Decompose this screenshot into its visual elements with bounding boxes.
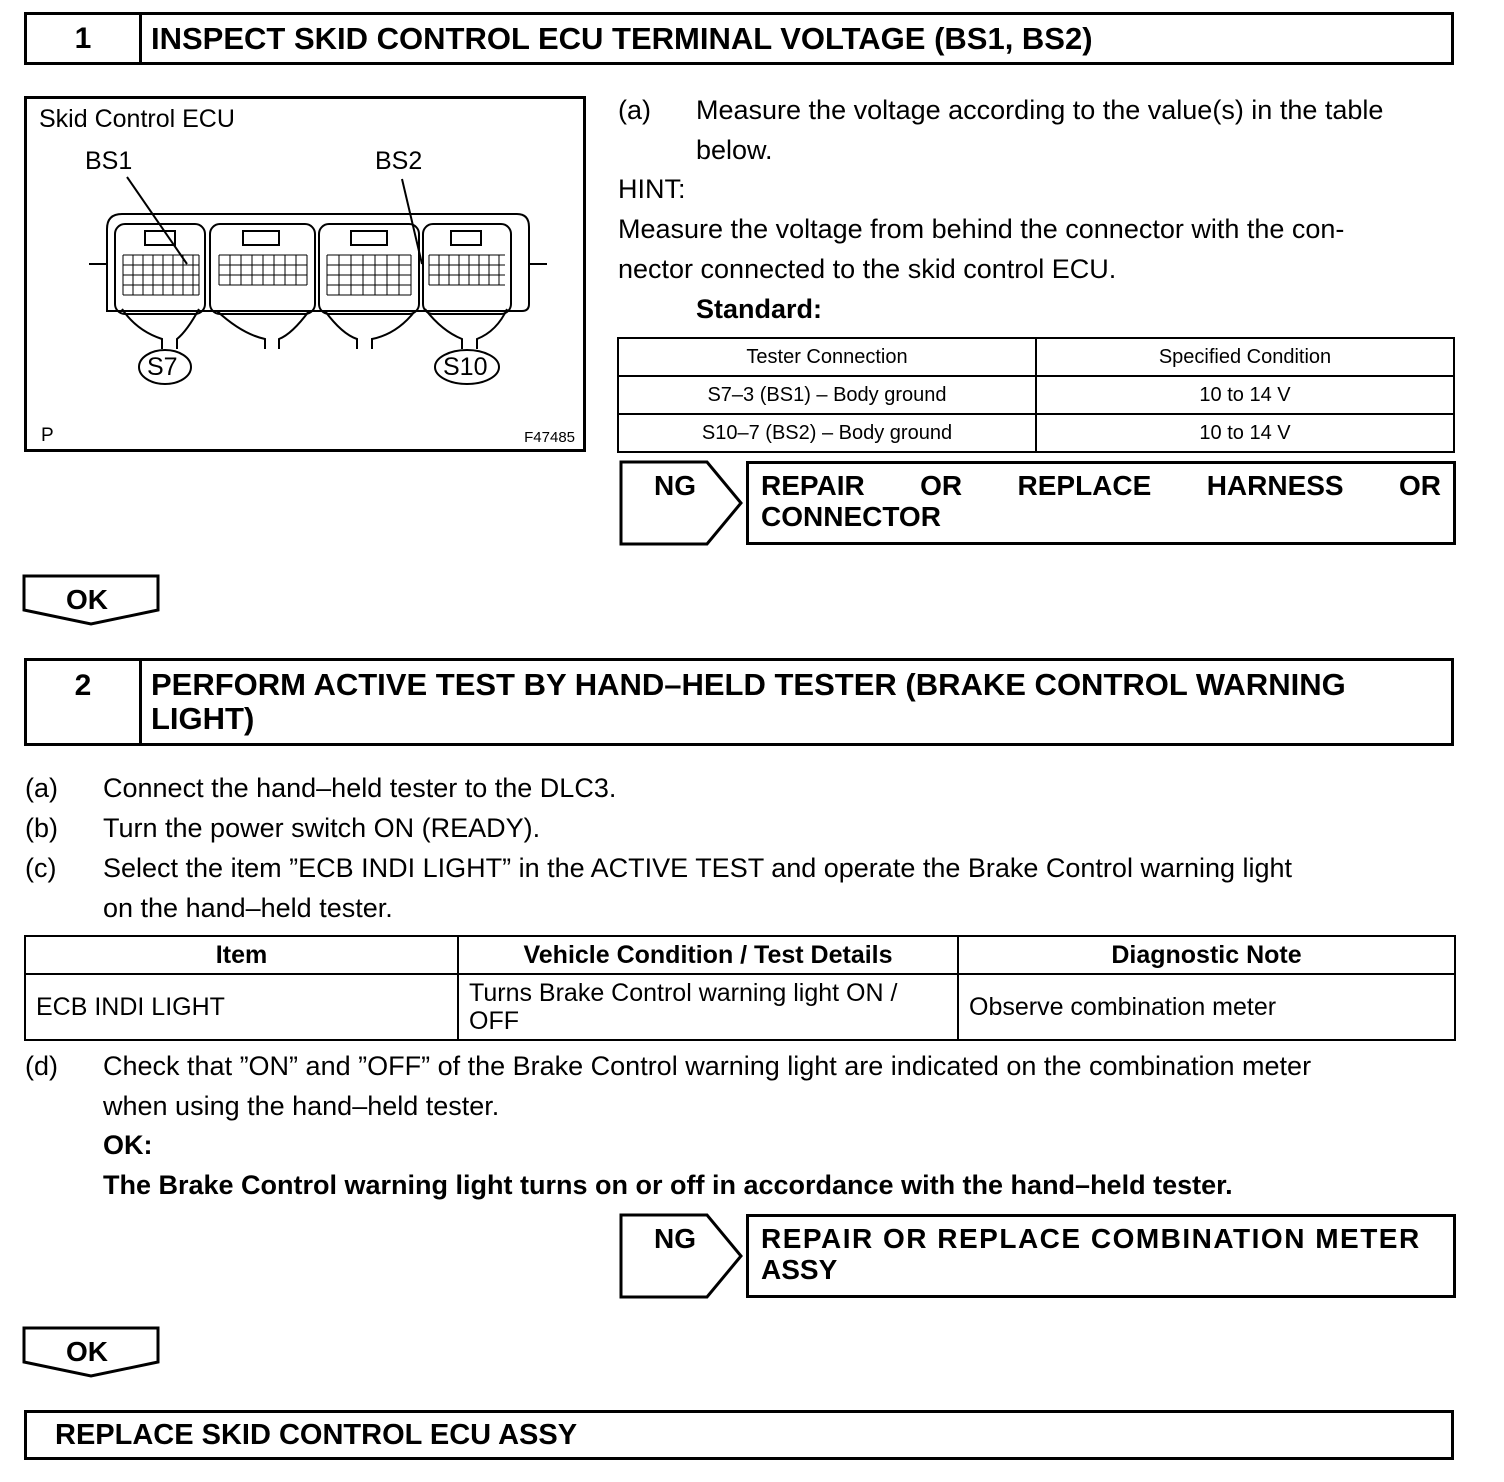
ng-action-word: OR	[920, 470, 963, 501]
ng-action-line2: ASSY	[761, 1254, 838, 1285]
ecu-figure	[24, 96, 586, 452]
step-1-number: 1	[27, 15, 142, 62]
figure-id: F47485	[524, 429, 575, 446]
step2-a-text: Connect the hand–held tester to the DLC3.	[103, 773, 617, 803]
table-cell: 10 to 14 V	[1036, 414, 1454, 452]
figure-title: Skid Control ECU	[39, 105, 235, 133]
figure-corner-label: P	[41, 425, 54, 446]
table-cell: 10 to 14 V	[1036, 376, 1454, 414]
ng-action-word: HARNESS	[1206, 470, 1344, 501]
table-header-cell: Diagnostic Note	[958, 936, 1455, 974]
table-header-row	[618, 338, 1454, 376]
table-header-cell: Specified Condition	[1036, 338, 1454, 376]
step2-c-marker: (c)	[25, 853, 57, 883]
ecu-connector-drawing	[27, 99, 583, 449]
ng-action-word: REPAIR	[761, 470, 865, 501]
label-bs1: BS1	[85, 147, 133, 175]
ng-action-line1: REPAIR OR REPLACE COMBINATION METER	[761, 1223, 1421, 1254]
table-header-cell: Tester Connection	[618, 338, 1036, 376]
ok-label: OK	[66, 584, 108, 615]
standard-label: Standard:	[696, 294, 823, 324]
step-2-number: 2	[27, 661, 142, 743]
final-step-title: REPLACE SKID CONTROL ECU ASSY	[55, 1419, 578, 1451]
connector-s7-label: S7	[147, 353, 178, 381]
step-2-title-line1: PERFORM ACTIVE TEST BY HAND–HELD TESTER (BRAKE CONTROL WARNING	[151, 667, 1346, 702]
ng-action-word: REPLACE	[1017, 470, 1152, 501]
step-1-title: INSPECT SKID CONTROL ECU TERMINAL VOLTAGE (BS1, BS2)	[151, 21, 1093, 56]
active-test-table	[24, 935, 1456, 1041]
hint-line2: nector connected to the skid control ECU.	[618, 254, 1117, 284]
ng-action-line2: CONNECTOR	[761, 501, 941, 532]
step2-c-line2: on the hand–held tester.	[103, 893, 393, 923]
table-cell: ECB INDI LIGHT	[25, 974, 458, 1040]
step2-a-marker: (a)	[25, 773, 58, 803]
table-header-row	[25, 936, 1455, 974]
table-row	[25, 974, 1455, 1040]
table-row	[618, 376, 1454, 414]
label-bs2: BS2	[375, 147, 423, 175]
final-step-box	[24, 1410, 1454, 1460]
ng-label: NG	[654, 470, 696, 501]
step-2-header	[24, 658, 1454, 746]
ng-action-box	[746, 1214, 1456, 1298]
ok-label: OK	[66, 1336, 108, 1367]
instr-a-line2: below.	[696, 135, 773, 165]
table-cell: Observe combination meter	[958, 974, 1455, 1040]
ng-action-line1	[761, 470, 1441, 501]
step2-b-text: Turn the power switch ON (READY).	[103, 813, 541, 843]
instr-a-line1: Measure the voltage according to the value(s) in the table	[696, 95, 1384, 125]
step2-c-line1: Select the item ”ECB INDI LIGHT” in the ACTIVE TEST and operate the Brake Control warning light	[103, 853, 1293, 883]
table-header-cell: Vehicle Condition / Test Details	[458, 936, 958, 974]
ng-action-word: OR	[1399, 470, 1441, 501]
connector-s10-label: S10	[443, 353, 488, 381]
hint-line1: Measure the voltage from behind the connector with the con-	[618, 214, 1345, 244]
table-cell: S7–3 (BS1) – Body ground	[618, 376, 1036, 414]
ng-label: NG	[654, 1223, 696, 1254]
hint-label: HINT:	[618, 174, 686, 204]
table-header-cell: Item	[25, 936, 458, 974]
step2-d-line1: Check that ”ON” and ”OFF” of the Brake Control warning light are indicated on the combination meter	[103, 1051, 1312, 1081]
step2-d-line2: when using the hand–held tester.	[103, 1091, 500, 1121]
step-1-header	[24, 12, 1454, 65]
step2-b-marker: (b)	[25, 813, 58, 843]
table-cell: Turns Brake Control warning light ON / OFF	[458, 974, 958, 1040]
step-2-title-line2: LIGHT)	[151, 701, 255, 736]
ng-action-box	[746, 461, 1456, 545]
voltage-standard-table	[617, 337, 1455, 453]
instr-a-marker: (a)	[618, 95, 651, 125]
step2-ok-heading: OK:	[103, 1130, 153, 1160]
step2-ok-statement: The Brake Control warning light turns on or off in accordance with the hand–held tester.	[103, 1170, 1233, 1200]
table-row	[618, 414, 1454, 452]
table-cell: S10–7 (BS2) – Body ground	[618, 414, 1036, 452]
step2-d-marker: (d)	[25, 1051, 58, 1081]
